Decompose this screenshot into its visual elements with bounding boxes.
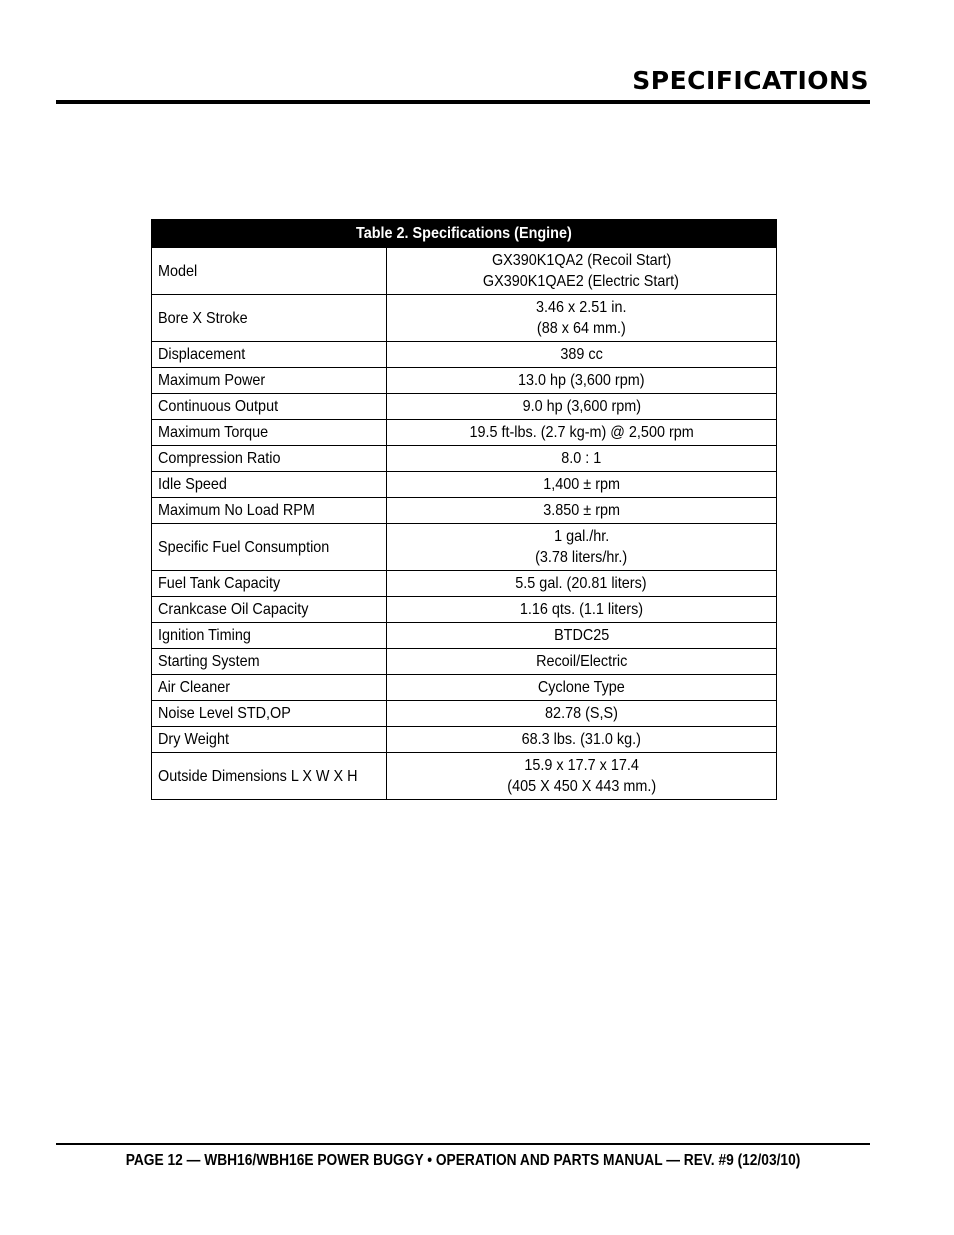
- spec-value: 1.16 qts. (1.1 liters): [519, 601, 643, 618]
- spec-value-cell: [386, 597, 776, 623]
- spec-label-cell: [152, 597, 387, 623]
- spec-value-line: [393, 396, 770, 417]
- spec-value-cell: [386, 342, 776, 368]
- spec-value: 19.5 ft-lbs. (2.7 kg-m) @ 2,500 rpm: [469, 424, 694, 441]
- spec-label-cell: [152, 675, 387, 701]
- spec-value-line: [393, 500, 770, 521]
- spec-label: Ignition Timing: [158, 627, 251, 644]
- table-row: [152, 446, 777, 472]
- spec-label-cell: [152, 446, 387, 472]
- spec-label: Specific Fuel Consumption: [158, 538, 330, 556]
- spec-value-line: [393, 526, 770, 547]
- spec-value: 82.78 (S,S): [544, 705, 618, 722]
- spec-value-line: [393, 250, 770, 271]
- spec-value: (3.78 liters/hr.): [535, 549, 628, 566]
- spec-value-line: [393, 344, 770, 365]
- spec-value: 13.0 hp (3,600 rpm): [518, 372, 645, 389]
- table-row: [152, 701, 777, 727]
- header-rule: [56, 100, 870, 104]
- spec-label-cell: [152, 394, 387, 420]
- spec-value-cell: [386, 394, 776, 420]
- spec-label-cell: [152, 248, 387, 295]
- table-row: [152, 675, 777, 701]
- spec-value-line: [393, 474, 770, 495]
- spec-label-cell: [152, 342, 387, 368]
- spec-value-line: [393, 703, 770, 724]
- spec-value: Cyclone Type: [537, 679, 625, 696]
- spec-value-line: [393, 271, 770, 292]
- spec-value-line: [393, 297, 770, 318]
- spec-value: BTDC25: [553, 627, 609, 644]
- spec-label-cell: [152, 472, 387, 498]
- table-row: [152, 498, 777, 524]
- spec-value-cell: [386, 420, 776, 446]
- spec-label-cell: [152, 623, 387, 649]
- table-caption-row: [152, 220, 777, 248]
- spec-label-cell: [152, 727, 387, 753]
- spec-value-line: [393, 625, 770, 646]
- spec-value-line: [393, 547, 770, 568]
- table-body: [152, 248, 777, 800]
- table-row: [152, 368, 777, 394]
- table-row: [152, 295, 777, 342]
- spec-value-cell: [386, 498, 776, 524]
- spec-label: Crankcase Oil Capacity: [158, 601, 309, 618]
- spec-value: 1,400 ± rpm: [542, 476, 620, 493]
- spec-value: 3.46 x 2.51 in.: [536, 299, 627, 316]
- spec-value: 5.5 gal. (20.81 liters): [515, 575, 647, 592]
- spec-value-cell: [386, 701, 776, 727]
- spec-value-line: [393, 755, 770, 776]
- spec-value: 68.3 lbs. (31.0 kg.): [521, 731, 641, 748]
- spec-label-cell: [152, 420, 387, 446]
- spec-label: Maximum No Load RPM: [158, 502, 315, 519]
- spec-value-line: [393, 651, 770, 672]
- spec-label: Noise Level STD,OP: [158, 705, 291, 722]
- spec-label-cell: [152, 571, 387, 597]
- spec-label-cell: [152, 753, 387, 800]
- spec-label: Outside Dimensions L X W X H: [158, 767, 358, 785]
- spec-value-cell: [386, 248, 776, 295]
- spec-value: (88 x 64 mm.): [536, 320, 626, 337]
- spec-value-cell: [386, 446, 776, 472]
- spec-label: Bore X Stroke: [158, 309, 248, 327]
- spec-value-cell: [386, 368, 776, 394]
- table-caption: Table 2. Specifications (Engine): [152, 220, 777, 248]
- spec-label-cell: [152, 368, 387, 394]
- table-row: [152, 753, 777, 800]
- footer-rule: [56, 1143, 870, 1145]
- spec-value-line: [393, 729, 770, 750]
- spec-value-line: [393, 599, 770, 620]
- spec-value: 15.9 x 17.7 x 17.4: [524, 757, 639, 774]
- table-row: [152, 420, 777, 446]
- spec-value: 9.0 hp (3,600 rpm): [522, 398, 641, 415]
- table-row: [152, 394, 777, 420]
- table-row: [152, 248, 777, 295]
- table-row: [152, 727, 777, 753]
- table-row: [152, 597, 777, 623]
- spec-value-line: [393, 573, 770, 594]
- spec-value-cell: [386, 524, 776, 571]
- spec-value-line: [393, 318, 770, 339]
- table-row: [152, 472, 777, 498]
- spec-label: Idle Speed: [158, 476, 227, 493]
- spec-label-cell: [152, 701, 387, 727]
- spec-value-line: [393, 776, 770, 797]
- spec-value: GX390K1QAE2 (Electric Start): [483, 273, 680, 290]
- spec-value: 8.0 : 1: [561, 450, 602, 467]
- spec-label: Model: [158, 262, 198, 280]
- spec-label: Fuel Tank Capacity: [158, 575, 281, 592]
- spec-label: Air Cleaner: [158, 679, 231, 696]
- spec-value: Recoil/Electric: [535, 653, 627, 670]
- spec-value-line: [393, 448, 770, 469]
- spec-value-line: [393, 370, 770, 391]
- spec-label: Compression Ratio: [158, 450, 281, 467]
- spec-value-line: [393, 677, 770, 698]
- spec-label-cell: [152, 649, 387, 675]
- table-row: [152, 649, 777, 675]
- engine-specifications-table: [151, 219, 777, 800]
- spec-value-cell: [386, 472, 776, 498]
- table-row: [152, 342, 777, 368]
- spec-label-cell: [152, 295, 387, 342]
- spec-label: Maximum Torque: [158, 424, 269, 441]
- spec-value: 389 cc: [560, 346, 603, 363]
- spec-label: Maximum Power: [158, 372, 266, 389]
- spec-label-cell: [152, 524, 387, 571]
- spec-value: 1 gal./hr.: [553, 528, 609, 545]
- spec-value-cell: [386, 675, 776, 701]
- spec-value-cell: [386, 623, 776, 649]
- spec-value-cell: [386, 649, 776, 675]
- spec-label: Dry Weight: [158, 731, 229, 748]
- spec-label: Continuous Output: [158, 398, 279, 415]
- page-footer: PAGE 12 — WBH16/WBH16E POWER BUGGY • OPERATION AND PARTS MANUAL — REV. #9 (12/03/10): [125, 1152, 801, 1169]
- spec-label: Starting System: [158, 653, 260, 670]
- spec-value: (405 X 450 X 443 mm.): [506, 778, 656, 795]
- spec-value-cell: [386, 295, 776, 342]
- spec-value-cell: [386, 727, 776, 753]
- table-row: [152, 571, 777, 597]
- spec-value: GX390K1QA2 (Recoil Start): [491, 252, 671, 269]
- spec-value-cell: [386, 753, 776, 800]
- spec-label: Displacement: [158, 346, 246, 363]
- spec-value-line: [393, 422, 770, 443]
- page-title: SPECIFICATIONS: [632, 66, 869, 95]
- spec-value-cell: [386, 571, 776, 597]
- spec-value: 3.850 ± rpm: [542, 502, 620, 519]
- table-row: [152, 524, 777, 571]
- table-row: [152, 623, 777, 649]
- spec-label-cell: [152, 498, 387, 524]
